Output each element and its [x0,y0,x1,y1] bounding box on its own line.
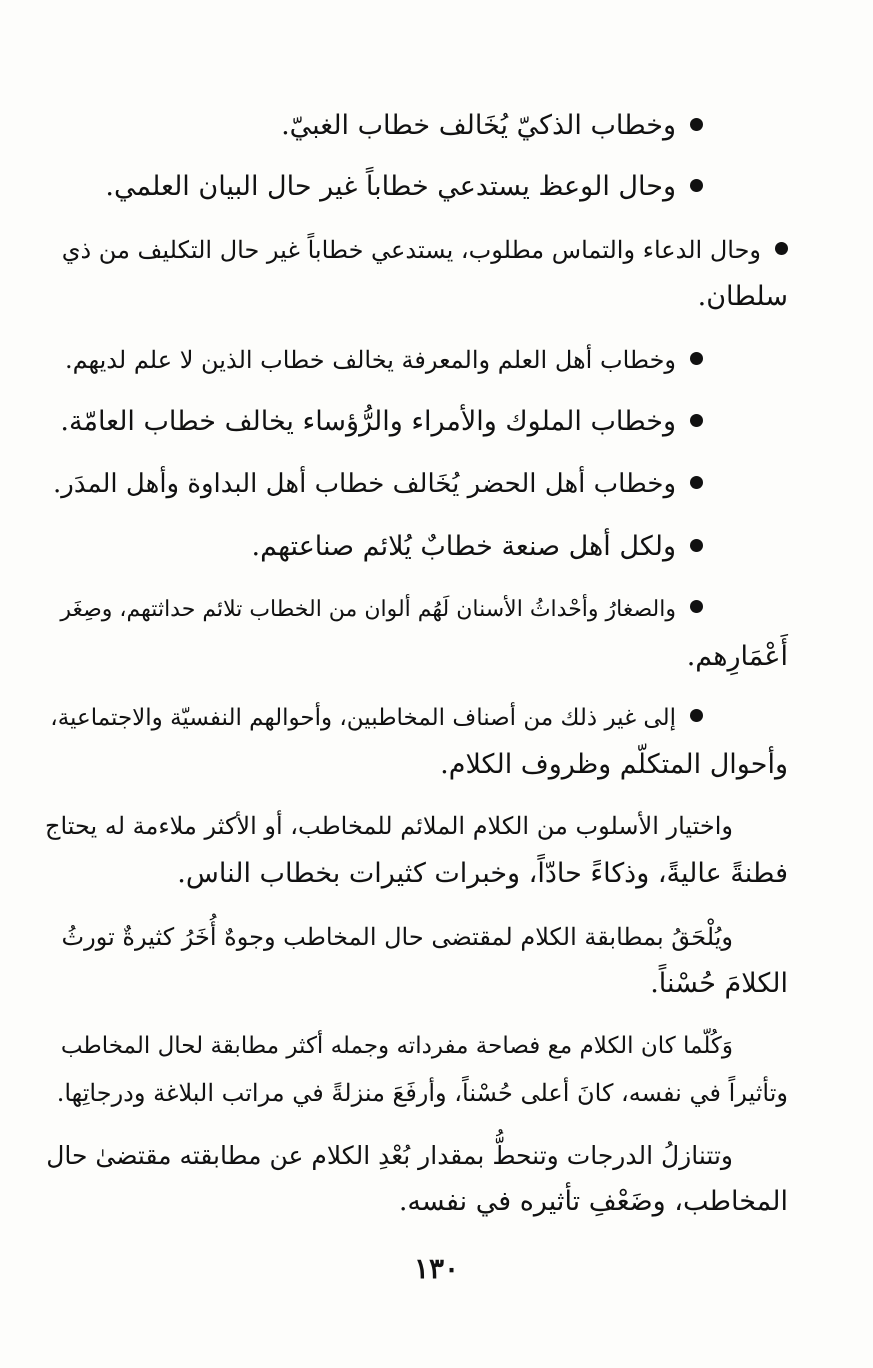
paragraph-line: واختيار الأسلوب من الكلام الملائم للمخاطب، أو الأكثر ملاءمة له يحتاج [45,812,733,840]
bullet-item: ولكل أهل صنعة خطابٌ يُلائم صناعتهم. [252,527,703,567]
bullet-item: وخطاب الذكيّ يُخَالف خطاب الغبيّ. [281,106,703,146]
bullet-item: إلى غير ذلك من أصناف المخاطبين، وأحوالهم النفسيّة والاجتماعية، [50,698,703,738]
paragraph-line: وتتنازلُ الدرجات وتنحطُّ بمقدار بُعْدِ الكلام عن مطابقته مقتضىٰ حال [46,1141,733,1170]
bullet-item: وخطاب الملوك والأمراء والرُّؤساء يخالف خطاب العامّة. [60,402,703,442]
bullet-dot [690,179,703,192]
bullet-item: وخطاب أهل الحضر يُخَالف خطاب أهل البداوة وأهل المدَر. [53,464,703,504]
paragraph-line: وَكُلّما كان الكلام مع فصاحة مفرداته وجمله أكثر مطابقة لحال المخاطب [60,1033,733,1059]
bullet-item: والصغارُ وأحْداثُ الأسنان لَهُم ألوان من الخطاب تلائم حداثتهم، وصِغَر [60,590,703,630]
paragraph-line: وتأثيراً في نفسه، كانَ أعلى حُسْناً، وأرفَعَ منزلةً في مراتب البلاغة ودرجاتِها. [56,1079,788,1107]
page-number: ١٣٠ [413,1252,460,1285]
bullet-item: وحال الدعاء والتماس مطلوب، يستدعي خطاباً غير حال التكليف من ذي [62,230,788,270]
paragraph-line: ويُلْحَقُ بمطابقة الكلام لمقتضى حال المخاطب وجوهٌ أُخَرُ كثيرةٌ تورثُ [61,923,733,951]
bullet-dot [690,118,703,131]
bullet-dot [690,600,703,613]
bullet-dot [775,242,788,255]
paragraph-line: الكلامَ حُسْناً. [650,968,788,999]
bullet-item: وحال الوعظ يستدعي خطاباً غير حال البيان العلمي. [105,167,703,207]
continuation-line: أَعْمَارِهم. [686,641,788,672]
bullet-item: وخطاب أهل العلم والمعرفة يخالف خطاب الذين لا علم لديهم. [65,340,703,380]
continuation-line: سلطان. [697,281,788,312]
paragraph-line: المخاطب، وضَعْفِ تأثيره في نفسه. [398,1186,788,1217]
bullet-dot [690,709,703,722]
bullet-dot [690,352,703,365]
bullet-dot [690,539,703,552]
continuation-line: وأحوال المتكلّم وظروف الكلام. [440,749,788,780]
paragraph-line: فطنةً عاليةً، وذكاءً حادّاً، وخبرات كثيرات بخطاب الناس. [177,858,788,889]
bullet-dot [690,414,703,427]
bullet-dot [690,476,703,489]
